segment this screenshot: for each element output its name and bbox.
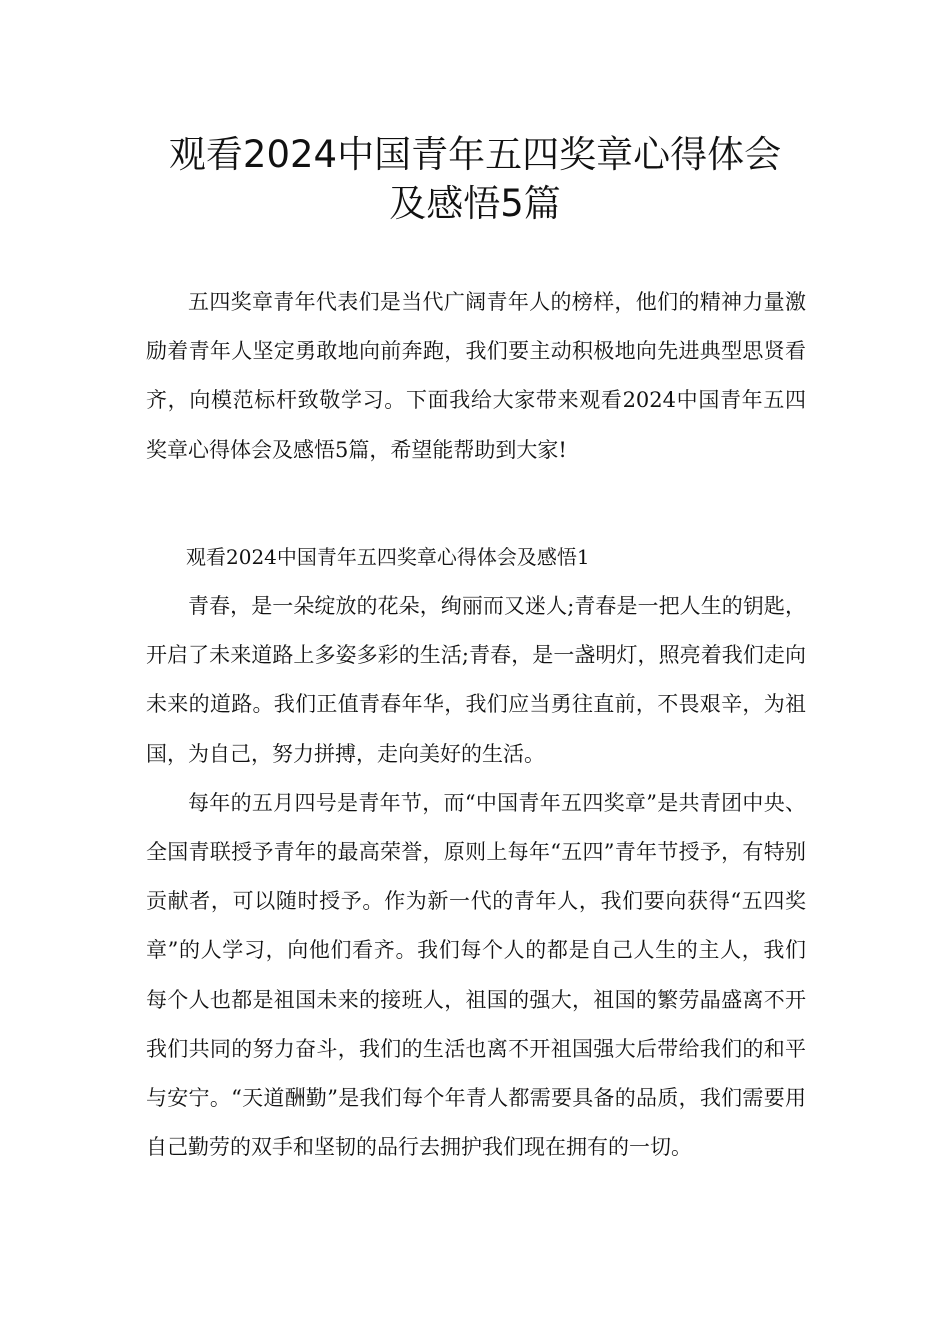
body-paragraph: 每年的五月四号是青年节，而“中国青年五四奖章”是共青团中央、全国青联授予青年的最高荣誉，原则上每年“五四”青年节授予，有特别贡献者，可以随时授予。作为新一代的青年人，我们要向获得“五四奖章”的人学习，向他们看齐。我们每个人的都是自己人生的主人，我们每个人也都是祖国未来的接班人，祖国的强大，祖国的繁劳晶盛离不开我们共同的努力奋斗，我们的生活也离不开祖国强大后带给我们的和平与安宁。“天道酬勤”是我们每个年青人都需要具备的品质，我们需要用自己勤劳的双手和坚韧的品行去拥护我们现在拥有的一切。 [146, 790, 806, 1160]
paragraph-gap [146, 475, 806, 533]
document-body [146, 278, 806, 1172]
section-heading: 观看2024中国青年五四奖章心得体会及感悟1 [186, 544, 590, 569]
intro-paragraph: 五四奖章青年代表们是当代广阔青年人的榜样，他们的精神力量激励着青年人坚定勇敢地向前奔跑，我们要主动积极地向先进典型思贤看齐，向模范标杆致敬学习。下面我给大家带来观看2024中国青年五四奖章心得体会及感悟5篇，希望能帮助到大家! [146, 290, 806, 462]
page-title-line-2: 及感悟5篇 [389, 182, 561, 225]
page-title-line-1: 观看2024中国青年五四奖章心得体会 [168, 133, 782, 176]
body-paragraph: 青春，是一朵绽放的花朵，绚丽而又迷人;青春是一把人生的钥匙，开启了未来道路上多姿多彩的生活;青春，是一盏明灯，照亮着我们走向未来的道路。我们正值青春年华，我们应当勇往直前，不畏艰辛，为祖国，为自己，努力拼搏，走向美好的生活。 [146, 594, 806, 766]
